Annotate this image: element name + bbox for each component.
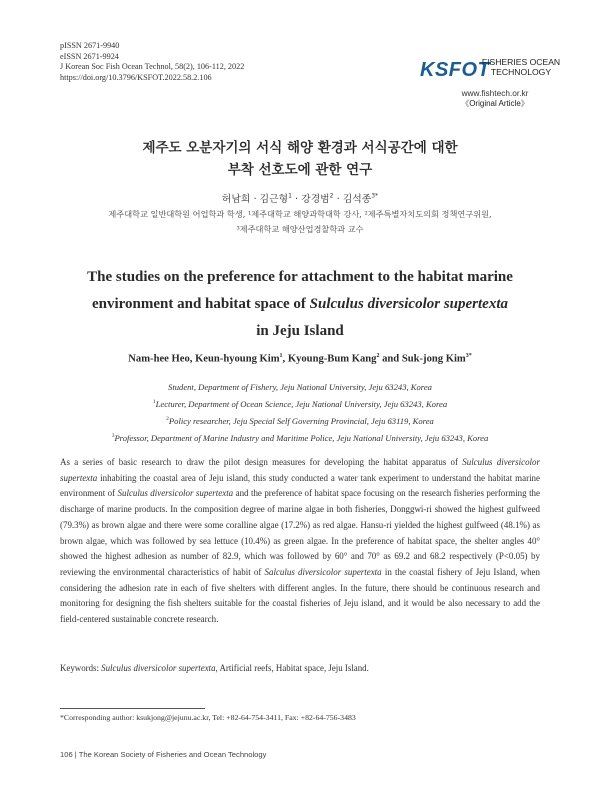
affiliation-sup: 3 [111,433,115,439]
affiliation-en-3 [60,428,540,447]
doi-link[interactable]: https://doi.org/10.3796/KSFOT.2022.58.2.106 [60,72,212,82]
pissn: pISSN 2671-9940 [60,41,120,50]
kr-author-2: 김근형 [259,194,289,205]
affiliation-text: Lecturer, Department of Ocean Science, Jeju National University, Jeju 63243, Korea [155,398,448,409]
english-title-text: environment and habitat space of [91,296,310,312]
citation: J Korean Soc Fish Ocean Technol, 58(2), 106-112, 2022 [60,62,245,72]
keywords-rest: , Artificial reefs, Habitat space, Jeju Island. [215,663,369,673]
affiliation-text: Student, Department of Fishery, Jeju National University, Jeju 63243, Korea [168,381,432,392]
species-name: Salculus diversicolor supertexta [264,566,382,577]
author-separator: , [282,353,288,365]
en-author-4-sup: 3* [465,353,472,359]
en-author-1: Nam-hee Heo, [128,353,196,365]
logo-name-line2: TECHNOLOGY [490,66,552,77]
eissn: eISSN 2671-9924 [60,51,119,61]
logo-name-line1: FISHERIES OCEAN [481,57,561,67]
korean-title-line1: 제주도 오분자기의 서식 해양 환경과 서식공간에 대한 [142,140,458,156]
korean-authors [60,191,540,205]
korean-affiliation-line2: ³제주대학교 해양산업경찰학과 교수 [236,224,364,234]
keywords-label: Keywords: [60,663,102,673]
english-title-line1: The studies on the preference for attachment to the habitat marine [87,269,513,285]
author-separator: · [250,194,260,205]
affiliation-sup: 2 [166,416,169,422]
logo-mark: KSFOT [420,59,491,81]
english-title-line3: in Jeju Island [256,323,344,339]
english-title-species: Sulculus diversicolor supertexta [309,296,508,312]
author-separator: and [379,353,402,365]
en-author-3-sup: 2 [376,353,380,359]
abstract-text: in the coastal fishery of Jeju Island, when considering the adhesion rate in each of five shelters with different angles. In the future, there should be continuous research and monitoring for designing the fish shelters suitable for the coastal fisheries of Jeju island, and it would be also necessary to add the field-centered sustainable concrete research. [60,566,540,625]
keyword-species: Sulculus diversicolor supertexta [101,663,216,673]
en-author-3: Kyoung-Bum Kang [287,353,377,365]
kr-author-3: 강경범 [301,194,330,205]
kr-author-4: 김석종 [342,194,372,205]
logo-journal-name [479,58,563,77]
affiliation-sup: 1 [152,399,156,405]
footnote-divider [60,708,205,709]
article-type: 《Original Article》 [461,99,529,108]
affiliation-text: Professor, Department of Marine Industry and Maritime Police, Jeju National University, Jeju 63243, Korea [114,432,489,443]
page-footer: 106 | The Korean Society of Fisheries and Ocean Technology [60,750,267,759]
corresponding-author-footnote: *Corresponding author: ksukjong@jejunu.ac.kr, Tel: +82-64-754-3411, Fax: +82-64-756-3483 [60,713,356,722]
species-name: Sulculus diversicolor supertexta [117,488,234,499]
en-author-2-sup: 1 [279,353,283,359]
abstract-text: inhabiting the coastal area of Jeju island, this study conducted a water tank experiment to understand the habitat marine environment of [60,472,540,499]
abstract [60,455,540,628]
english-authors [60,353,540,365]
author-separator: · [291,194,302,205]
species-name: Sulculus diversicolor supertexta [60,457,540,483]
kr-author-2-sup: 1 [288,192,292,200]
journal-metadata [60,41,244,83]
kr-author-1: 허남희 [221,194,251,205]
affiliation-text: Policy researcher, Jeju Special Self Governing Provincial, Jeju 63119, Korea [168,415,434,426]
english-title-line2 [70,291,530,318]
journal-logo [420,53,565,87]
author-separator: · [333,194,343,205]
korean-affiliation-line1: 제주대학교 일반대학원 어업학과 학생, ¹제주대학교 해양과학대학 강사, ²제주특별자치도의회 정책연구위원, [108,209,492,219]
keywords [60,663,540,673]
abstract-text: As a series of basic research to draw the pilot design measures for developing the habitat apparatus of [60,457,463,467]
abstract-text: and the preference of habitat space focusing on the research fisheries performing the discharge of marine products. In the composition degree of marine algae in both fisheries, Donggwi-ri showed the highest gulfweed (79.3%) as brown algae and there were some coralline algae (17.2%) as red algae. Hansu-ri yielded the highest gulfweed (48.1%) as brown algae, which was followed by sea lettuce (10.4%) as green algae. In the preference of habitat space, the shelter angles 40° showed the highest adhesion as number of 82.9, which was followed by 60° and 70° as 69.2 and 68.2 respectively (P<0.05) by reviewing the environmental characteristics of habit of [60,488,540,577]
en-author-4: Suk-jong Kim [401,353,466,365]
korean-title-line2: 부착 선호도에 관한 연구 [227,162,373,178]
kr-author-3-sup: 2 [329,192,334,200]
en-author-2: Keun-hyoung Kim [195,353,280,365]
journal-url[interactable]: www.fishtech.or.kr [461,88,529,98]
kr-author-4-sup: 3* [371,192,379,200]
